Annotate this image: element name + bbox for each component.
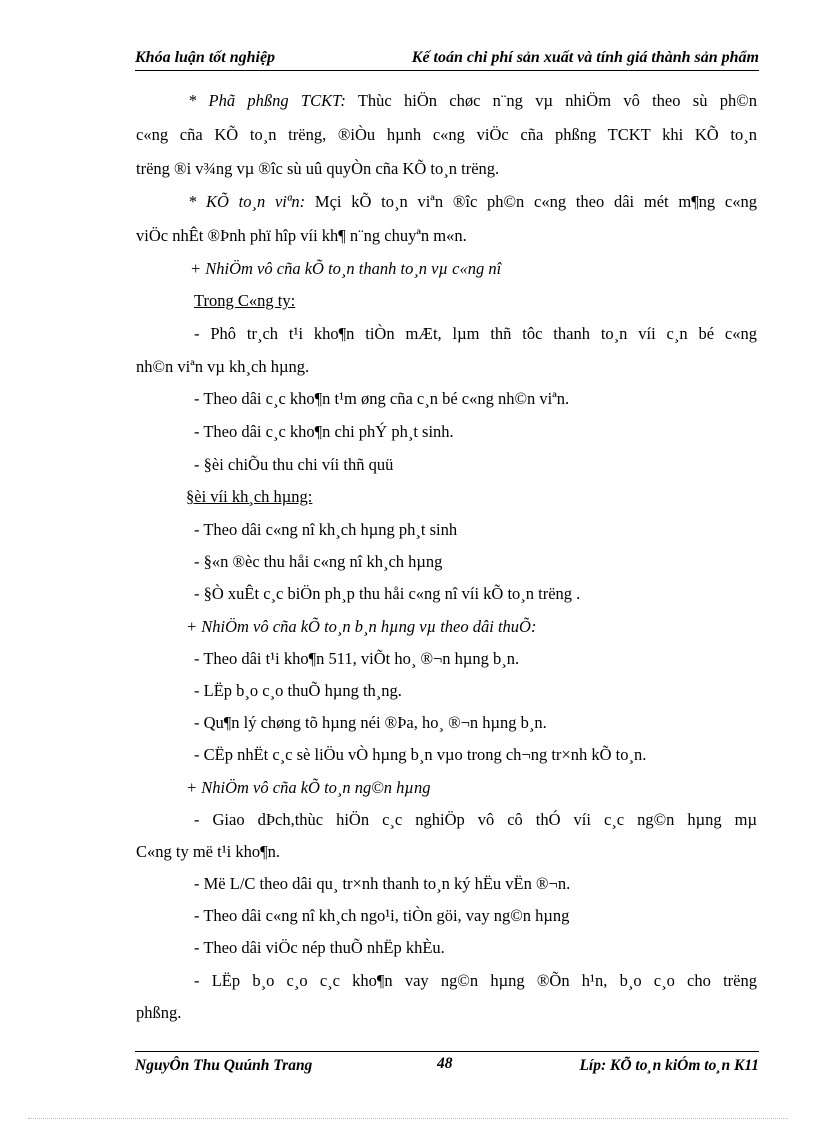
list-item: - Theo dâi c¸c kho¶n chi phÝ ph¸t sinh. [194,422,454,441]
paragraph-line: c«ng cña KÕ to¸n trëng, ®iÒu hµnh c«ng viÖc cña phßng TCKT khi KÕ to¸n [136,125,757,144]
list-item: - §«n ®èc thu håi c«ng nî kh¸ch hµng [194,552,443,571]
list-item: - §èi chiÕu thu chi víi thñ quü [194,455,394,474]
paragraph-line: C«ng ty më t¹i kho¶n. [136,842,280,861]
list-item: - §Ò xuÊt c¸c biÖn ph¸p thu håi c«ng nî víi kÕ to¸n trëng . [194,584,581,603]
page-number: 48 [437,1055,453,1072]
list-item: - Theo dâi t¹i kho¶n 511, viÕt ho¸ ®¬n hµng b¸n. [194,649,520,668]
header-thesis-title: Kế toán chi phí sản xuất và tính giá thành sản phẩm [411,49,759,66]
section-heading: + NhiÖm vô cña kÕ to¸n ng©n hµng [186,778,431,797]
paragraph-line: viÖc nhÊt ®Þnh phï hîp víi kh¶ n¨ng chuyªn m«n. [136,226,467,245]
list-item: - Theo dâi c«ng nî kh¸ch ngo¹i, tiÒn göi, vay ng©n hµng [194,906,570,925]
section-heading: + NhiÖm vô cña kÕ to¸n b¸n hµng vµ theo dâi thuÕ: [186,617,537,636]
list-item: - Giao dÞch,thùc hiÖn c¸c nghiÖp vô cô thÓ víi c¸c ng©n hµng mµ [194,810,757,829]
subsection-heading: §èi víi kh¸ch hµng: [186,487,313,506]
paragraph-line: trëng ®i v¾ng vµ ®îc sù uû quyÒn cña KÕ to¸n trëng. [136,159,500,178]
list-item: - LËp b¸o c¸o c¸c kho¶n vay ng©n hµng ®Õn h¹n, b¸o c¸o cho trëng [194,971,757,990]
list-item: - Phô tr¸ch t¹i kho¶n tiÒn mÆt, lµm thñ tôc thanh to¸n víi c¸n bé c«ng [194,324,757,343]
paragraph-line: * KÕ to¸n viªn: Mçi kÕ to¸n viªn ®îc ph©n c«ng theo dâi mét m¶ng c«ng [188,192,757,211]
list-item: - LËp b¸o c¸o thuÕ hµng th¸ng. [194,681,402,700]
role-label: * KÕ to¸n viªn: [188,192,306,211]
footer-author: NguyÔn Thu Quúnh Trang [135,1057,313,1074]
section-heading: + NhiÖm vô cña kÕ to¸n thanh to¸n vµ c«ng nî [190,259,502,278]
list-item: - Theo dâi c¸c kho¶n t¹m øng cña c¸n bé c«ng nh©n viªn. [194,389,570,408]
role-label: * Phã phßng TCKT: [188,91,346,110]
header-thesis-label: Khóa luận tốt nghiệp [135,49,276,66]
list-item: - Theo dâi viÖc nép thuÕ nhËp khÈu. [194,938,445,957]
list-item: - Më L/C theo dâi qu¸ tr×nh thanh to¸n ký hËu vËn ®¬n. [194,874,571,893]
subsection-heading: Trong C«ng ty: [194,291,296,310]
page-bottom-border [28,1118,788,1119]
list-item: - Qu¶n lý chøng tõ hµng néi ®Þa, ho¸ ®¬n hµng b¸n. [194,713,547,732]
list-item: - Theo dâi c«ng nî kh¸ch hµng ph¸t sinh [194,520,458,539]
footer-class: Líp: KÕ to¸n kiÓm to¸n K11 [579,1057,759,1074]
page-footer [135,1051,759,1078]
paragraph-line: * Phã phßng TCKT: Thùc hiÖn chøc n¨ng vµ nhiÖm vô theo sù ph©n [188,91,757,110]
paragraph-line: phßng. [136,1003,182,1022]
page-header [135,44,759,71]
paragraph-line: nh©n viªn vµ kh¸ch hµng. [136,357,310,376]
list-item: - CËp nhËt c¸c sè liÖu vÒ hµng b¸n vµo trong ch¬ng tr×nh kÕ to¸n. [194,745,647,764]
